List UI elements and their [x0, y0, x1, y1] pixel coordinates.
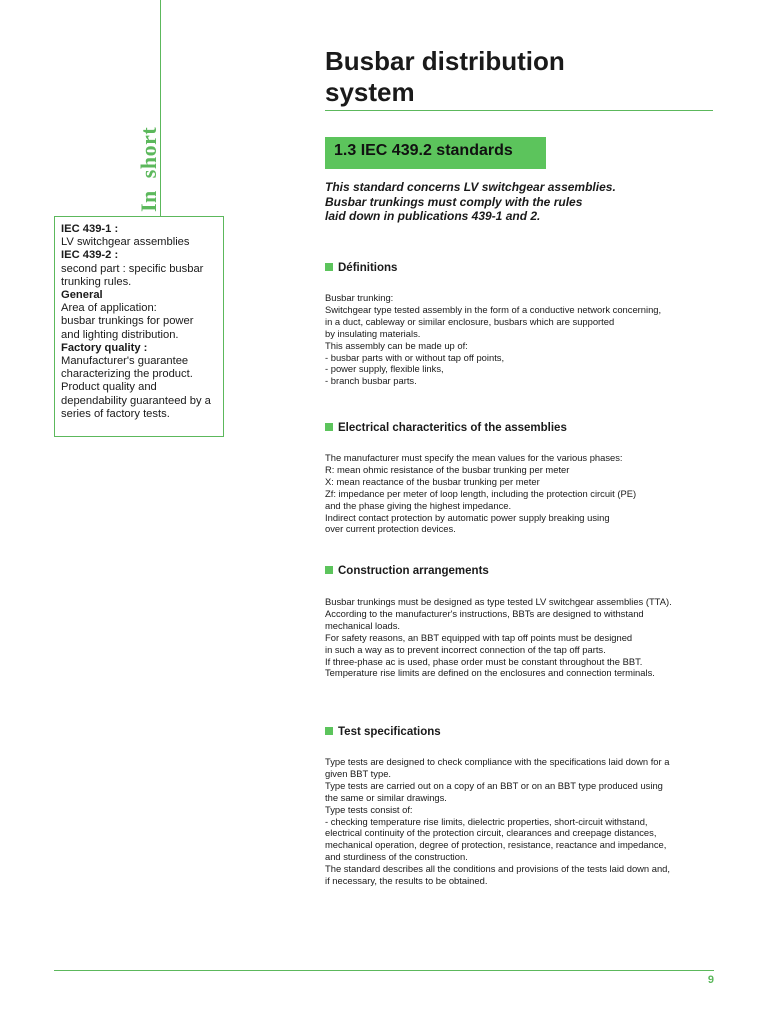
text-line: This assembly can be made up of: — [325, 339, 468, 351]
square-bullet-icon — [325, 423, 333, 431]
title-underline — [325, 110, 713, 111]
intro-line: Busbar trunkings must comply with the rules — [325, 194, 583, 209]
text-line: - checking temperature rise limits, dielectric properties, short-circuit withstand, — [325, 815, 648, 827]
definitions-text — [325, 292, 715, 387]
page-title-line-1: Busbar distribution — [325, 46, 565, 76]
sidebar-text: trunking rules. — [61, 275, 132, 288]
sidebar-text: characterizing the product. — [61, 368, 193, 381]
text-line: The standard describes all the conditions and provisions of the tests laid down and, — [325, 863, 670, 875]
definitions-heading-text: Définitions — [338, 262, 398, 274]
text-line: given BBT type. — [325, 767, 392, 779]
text-line: The manufacturer must specify the mean values for the various phases: — [325, 452, 623, 463]
text-line: mechanical operation, degree of protection, resistance, reactance and impedance, — [325, 839, 667, 851]
text-line: electrical continuity of the protection circuit, clearances and creepage distances, — [325, 827, 657, 839]
sidebar-text: series of factory tests. — [61, 407, 170, 420]
text-line: Type tests consist of: — [325, 803, 413, 815]
text-line: Busbar trunking: — [325, 292, 394, 303]
text-line: R: mean ohmic resistance of the busbar trunking per meter — [325, 463, 570, 475]
sidebar-label: IEC 439-1 : — [61, 223, 119, 235]
electrical-characteristics-heading-text: Electrical characteritics of the assemblies — [338, 422, 567, 434]
section-heading-box: 1.3 IEC 439.2 standards — [325, 137, 546, 169]
text-line: Zf: impedance per meter of loop length, including the protection circuit (PE) — [325, 487, 637, 499]
in-short-box — [54, 216, 224, 437]
text-line: For safety reasons, an BBT equipped with tap off points must be designed — [325, 631, 633, 643]
intro-line: This standard concerns LV switchgear assemblies. — [325, 180, 616, 194]
intro-paragraph — [325, 180, 715, 224]
sidebar-label: General — [61, 289, 103, 302]
text-line: and the phase giving the highest impedance. — [325, 499, 512, 511]
page-number: 9 — [707, 974, 714, 986]
sidebar-label: Factory quality : — [61, 341, 148, 354]
sidebar-text: Area of application: — [61, 302, 157, 315]
test-specifications-text — [325, 756, 715, 887]
text-line: If three-phase ac is used, phase order must be constant throughout the BBT. — [325, 655, 643, 667]
text-line: Switchgear type tested assembly in the form of a conductive network concerning, — [325, 303, 662, 315]
sidebar-text: Manufacturer's guarantee — [61, 355, 189, 368]
text-line: over current protection devices. — [325, 523, 456, 535]
construction-arrangements-heading-text: Construction arrangements — [338, 565, 489, 577]
text-line: in such a way as to prevent incorrect connection of the tap off parts. — [325, 643, 606, 655]
test-specifications-heading — [325, 725, 715, 739]
text-line: - power supply, flexible links, — [325, 363, 444, 375]
square-bullet-icon — [325, 263, 333, 271]
footer-rule — [54, 970, 714, 971]
square-bullet-icon — [325, 566, 333, 574]
text-line: Indirect contact protection by automatic power supply breaking using — [325, 511, 610, 523]
text-line: in a duct, cableway or similar enclosure, busbars which are supported — [325, 315, 615, 327]
text-line: the same or similar drawings. — [325, 791, 447, 803]
test-specifications-heading-text: Test specifications — [338, 726, 441, 738]
text-line: - busbar parts with or without tap off points, — [325, 351, 505, 363]
text-line: X: mean reactance of the busbar trunking per meter — [325, 475, 540, 487]
sidebar-text: busbar trunkings for power — [61, 315, 194, 328]
electrical-characteristics-text — [325, 452, 715, 535]
in-short-heading: In short — [136, 126, 161, 212]
text-line: by insulating materials. — [325, 327, 421, 339]
text-line: and sturdiness of the construction. — [325, 851, 468, 863]
sidebar-text: LV switchgear assemblies — [61, 236, 190, 249]
construction-arrangements-text — [325, 596, 715, 679]
text-line: Type tests are carried out on a copy of an BBT or on an BBT type produced using — [325, 779, 663, 791]
sidebar-text: second part : specific busbar — [61, 262, 204, 275]
text-line: Busbar trunkings must be designed as type tested LV switchgear assemblies (TTA). — [325, 596, 672, 607]
text-line: mechanical loads. — [325, 619, 401, 631]
square-bullet-icon — [325, 727, 333, 735]
text-line: if necessary, the results to be obtained. — [325, 875, 488, 887]
intro-line: laid down in publications 439-1 and 2. — [325, 209, 541, 224]
text-line: According to the manufacturer's instructions, BBTs are designed to withstand — [325, 607, 644, 619]
text-line: - branch busbar parts. — [325, 375, 417, 387]
sidebar-text: and lighting distribution. — [61, 328, 179, 341]
page-title — [325, 46, 715, 108]
construction-arrangements-heading — [325, 564, 715, 578]
text-line: Type tests are designed to check compliance with the specifications laid down for a — [325, 756, 670, 767]
page-title-line-2: system — [325, 77, 415, 107]
text-line: Temperature rise limits are defined on the enclosures and connection terminals. — [325, 667, 655, 679]
electrical-characteristics-heading — [325, 421, 715, 435]
sidebar-text: dependability guaranteed by a — [61, 394, 211, 407]
sidebar-text: Product quality and — [61, 381, 157, 394]
sidebar-label: IEC 439-2 : — [61, 249, 119, 262]
definitions-heading — [325, 261, 715, 275]
